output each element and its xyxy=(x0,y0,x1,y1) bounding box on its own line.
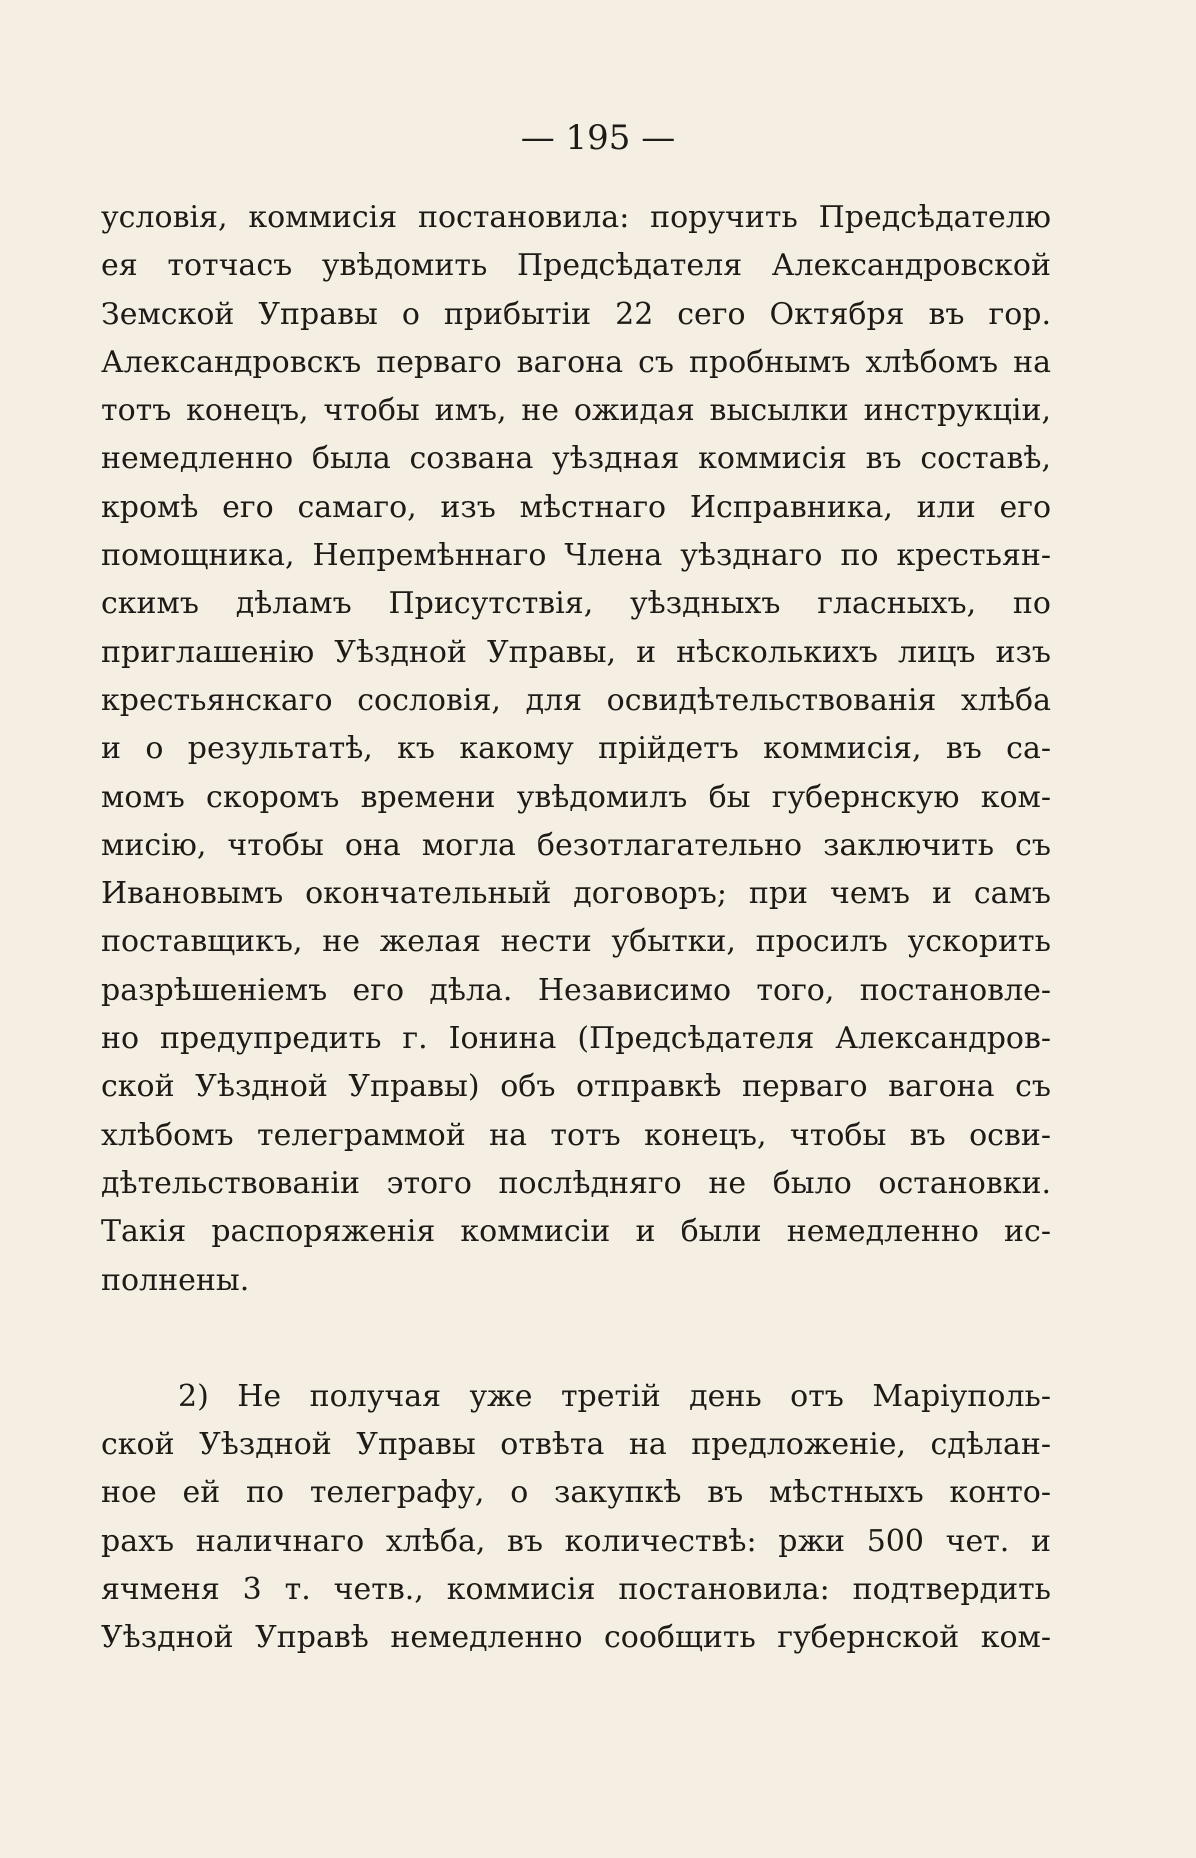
text-line: кромѣ его самаго, изъ мѣстнаго Исправника, или его xyxy=(101,489,1051,525)
text-line: ячменя 3 т. четв., коммисія постановила: подтвердить xyxy=(101,1572,1051,1608)
paragraph-2 xyxy=(101,1373,1051,1663)
text-line: но предупредить г. Іонина (Предсѣдателя Александров- xyxy=(101,1021,1051,1057)
text-line: и о результатѣ, къ какому прійдетъ коммисія, въ са- xyxy=(101,731,1051,767)
text-line: 2) Не получая уже третій день отъ Маріуполь- xyxy=(178,1378,1051,1414)
text-line: Александровскъ перваго вагона съ пробнымъ хлѣбомъ на xyxy=(101,344,1051,380)
text-line: помощника, Непремѣннаго Члена уѣзднаго по крестьян- xyxy=(101,538,1051,574)
text-line: немедленно была созвана уѣздная коммисія въ составѣ, xyxy=(101,441,1051,477)
text-line: Такія распоряженія коммисіи и были немедленно ис- xyxy=(101,1214,1051,1250)
text-line: дѣтельствованіи этого послѣдняго не было остановки. xyxy=(101,1165,1051,1201)
body-text xyxy=(101,194,1051,1663)
text-line: поставщикъ, не желая нести убытки, просилъ ускорить xyxy=(101,924,1051,960)
text-line: разрѣшеніемъ его дѣла. Независимо того, постановле- xyxy=(101,972,1051,1008)
paragraph-1 xyxy=(101,194,1051,1305)
text-line: мисію, чтобы она могла безотлагательно заключить съ xyxy=(101,827,1051,863)
text-line: условія, коммисія постановила: поручить Предсѣдателю xyxy=(101,200,1051,235)
text-line: рахъ наличнаго хлѣба, въ количествѣ: ржи 500 чет. и xyxy=(101,1523,1051,1559)
text-line: Земской Управы о прибытіи 22 сего Октября въ гор. xyxy=(101,296,1051,332)
text-line: хлѣбомъ телеграммой на тотъ конецъ, чтобы въ осви- xyxy=(101,1117,1051,1153)
text-line: полнены. xyxy=(101,1262,250,1298)
text-line: крестьянскаго сословія, для освидѣтельствованія хлѣба xyxy=(101,682,1051,718)
paragraph-gap xyxy=(101,1305,1051,1373)
text-line: приглашенію Уѣздной Управы, и нѣсколькихъ лицъ изъ xyxy=(101,634,1051,670)
text-line: тотъ конецъ, чтобы имъ, не ожидая высылки инструкціи, xyxy=(101,393,1051,429)
text-line: Уѣздной Управѣ немедленно сообщить губернской ком- xyxy=(101,1620,1051,1656)
text-line: ской Уѣздной Управы отвѣта на предложеніе, сдѣлан- xyxy=(101,1427,1051,1463)
page-number: — 195 — xyxy=(520,118,676,158)
text-line: момъ скоромъ времени увѣдомилъ бы губернскую ком- xyxy=(101,779,1051,815)
text-line: ное ей по телеграфу, о закупкѣ въ мѣстныхъ конто- xyxy=(101,1475,1051,1511)
text-line: Ивановымъ окончательный договоръ; при чемъ и самъ xyxy=(101,876,1051,912)
text-line: скимъ дѣламъ Присутствія, уѣздныхъ гласныхъ, по xyxy=(101,586,1051,622)
text-line: ской Уѣздной Управы) объ отправкѣ перваго вагона съ xyxy=(101,1069,1051,1105)
text-line: ея тотчасъ увѣдомить Предсѣдателя Александровской xyxy=(101,248,1051,284)
